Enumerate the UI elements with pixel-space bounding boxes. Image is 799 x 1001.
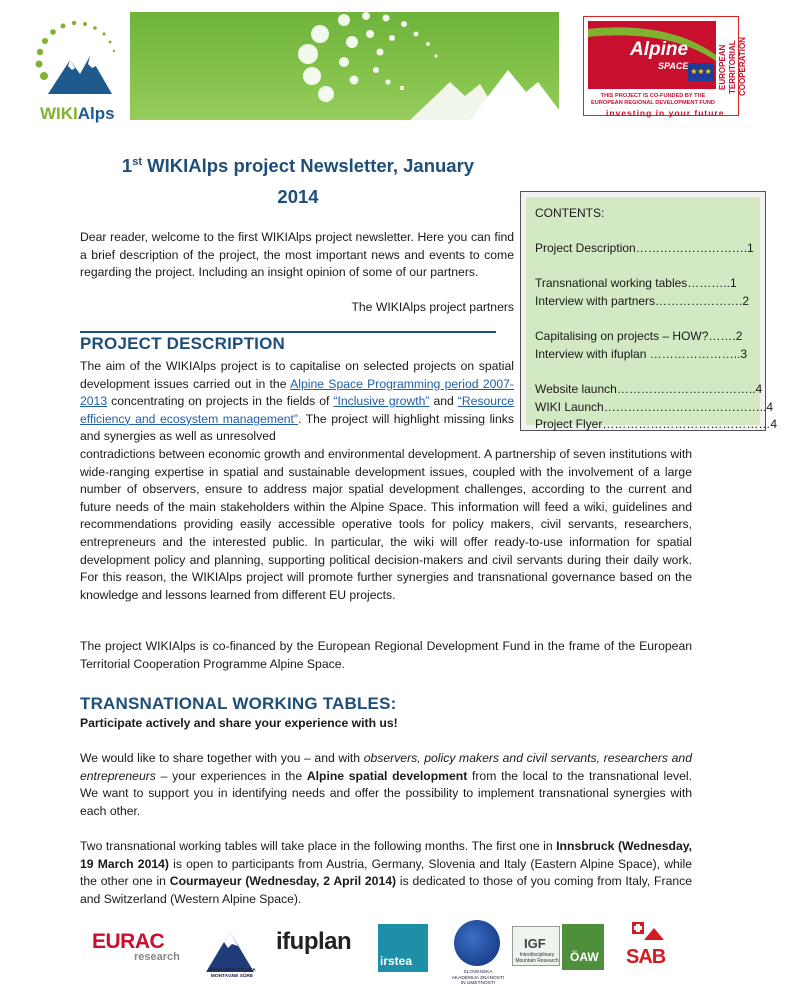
newsletter-title: 1st WIKIAlps project Newsletter, January 2014 <box>121 155 475 207</box>
eu-flag-icon: ★★★ <box>688 63 714 81</box>
alpine-space-programme-link[interactable]: Alpine Space Programming period 2007-2013 <box>80 376 514 409</box>
toc-item: Project Flyer……………………………………4 <box>535 417 778 432</box>
montagna-sicura-label: MONTAGNA SICURA MONTAGNE SÛRE <box>208 968 256 979</box>
wikialps-wordmark: WIKIAlps <box>40 104 115 123</box>
contents-heading: CONTENTS: <box>535 206 605 220</box>
sazu-globe-logo <box>454 920 500 966</box>
project-description-paragraph-cont: contradictions between economic growth and environmental development. A partnership of seven institutions with wide-ranging expertise in spatial and sustainable development issues, coupled with the involvement of a large number of observers, ensure to address major spatial development challenges, according to the current and future needs of the main stakeholders within the Alpine Space. This information will feed a wiki, guidelines and recommendations providing easily accessible operative tools for policy makers, civil servants, researchers, entrepreneurs and the interested public. In particular, the wiki will offer ready-to-use information for spatial development policy and planning, supporting political decision-makers and civil servants during their daily work. For this reason, the WIKIAlps project will promote further synergies and transnational governance based on the knowledge and lessons learned from different EU projects. <box>80 447 692 602</box>
alpine-space-red-panel <box>588 21 716 89</box>
toc-item: Interview with ifuplan …………………..3 <box>535 346 748 361</box>
section-divider <box>80 331 496 333</box>
transnational-subheading: Participate actively and share your experience with us! <box>80 716 398 730</box>
toc-item: Interview with partners………………….2 <box>535 293 750 308</box>
inclusive-growth-link[interactable]: “Inclusive growth” <box>333 394 430 409</box>
transnational-heading: TRANSNATIONAL WORKING TABLES: <box>80 694 397 713</box>
toc-item: Website launch……………………………..4 <box>535 381 763 396</box>
oaw-label: ÖAW <box>570 950 599 964</box>
cofinancing-paragraph: The project WIKIAlps is co-financed by the European Regional Development Fund in the frame of the European Territorial Cooperation Programme Alpine Space. <box>80 639 692 671</box>
intro-paragraph: Dear reader, welcome to the first WIKIAlps project newsletter. Here you can find a brief description of the project, the most important news and events to come regarding the project. Including an insight opinion of some of our partners. <box>80 230 514 280</box>
wikialps-logo <box>30 16 126 123</box>
cofund-note: THIS PROJECT IS CO-FUNDED BY THE EUROPEAN REGIONAL DEVELOPMENT FUND <box>591 93 715 106</box>
igf-label: IGF <box>524 936 546 951</box>
toc-item: Capitalising on projects – HOW?…….2 <box>535 329 743 344</box>
alpine-word: Alpine <box>630 39 689 60</box>
partner-logos <box>88 918 688 988</box>
contents-box <box>520 191 778 432</box>
header-banner <box>130 12 559 120</box>
ifuplan-logo: ifuplan <box>276 928 352 955</box>
banner-graphic <box>130 12 559 120</box>
toc-item: Project Description……………………….1 <box>535 241 754 256</box>
sab-label: SAB <box>626 946 666 968</box>
igf-sub-label: Interdisciplinary Mountain Research <box>515 952 559 964</box>
eurac-research-label: research <box>134 951 180 963</box>
transnational-paragraph-2: Two transnational working tables will take place in the following months. The first one in Innsbruck (Wednesday, 19 March 2014) is open to participants from Austria, Germany, Slovenia and Italy (Eastern Alpine Space), while the other one in Courmayeur (Wednesday, 2 April 2014) is dedicated to those of you coming from Italy, France and Switzerland (Western Alpine Space). <box>80 839 692 906</box>
intro-signature: The WIKIAlps project partners <box>351 300 514 314</box>
project-description-heading: PROJECT DESCRIPTION <box>80 334 285 353</box>
toc-item: Transnational working tables………..1 <box>535 276 737 291</box>
irstea-label: irstea <box>380 954 413 968</box>
etc-vertical-label: EUROPEAN TERRITORIAL COOPERATION <box>718 37 747 97</box>
transnational-paragraph-1: We would like to share together with you – and with observers, policy makers and civil servants, researchers and entrepreneurs – your experiences in the Alpine spatial development from the local to the transnational level. We want to support you in identifying needs and offer the possibility to implement transnational synergies with each other. <box>80 751 692 818</box>
alpine-tagline: investing in your future <box>606 108 725 118</box>
alpine-space-word: SPACE <box>658 61 689 71</box>
resource-efficiency-link[interactable]: “Resource efficiency and ecosystem management” <box>80 394 514 426</box>
sazu-label: SLOVENSKA AKADEMIJA ZNANOSTI IN UMETNOSTI <box>451 970 505 986</box>
toc-item: WIKI Launch…………………………………..4 <box>535 399 774 414</box>
project-description-paragraph: The aim of the WIKIAlps project is to capitalise on selected projects on spatial development issues carried out in the Alpine Space Programming period 2007-2013 concentrating on projects in the fields of “Inclusive growth” and “Resource efficiency and ecosystem management”. The project will highlight missing links and synergies as well as unresolved <box>80 359 514 444</box>
alpine-space-logo <box>583 16 747 116</box>
wikialps-logo-graphic <box>30 16 126 102</box>
eurac-logo: EURAC <box>92 930 165 953</box>
